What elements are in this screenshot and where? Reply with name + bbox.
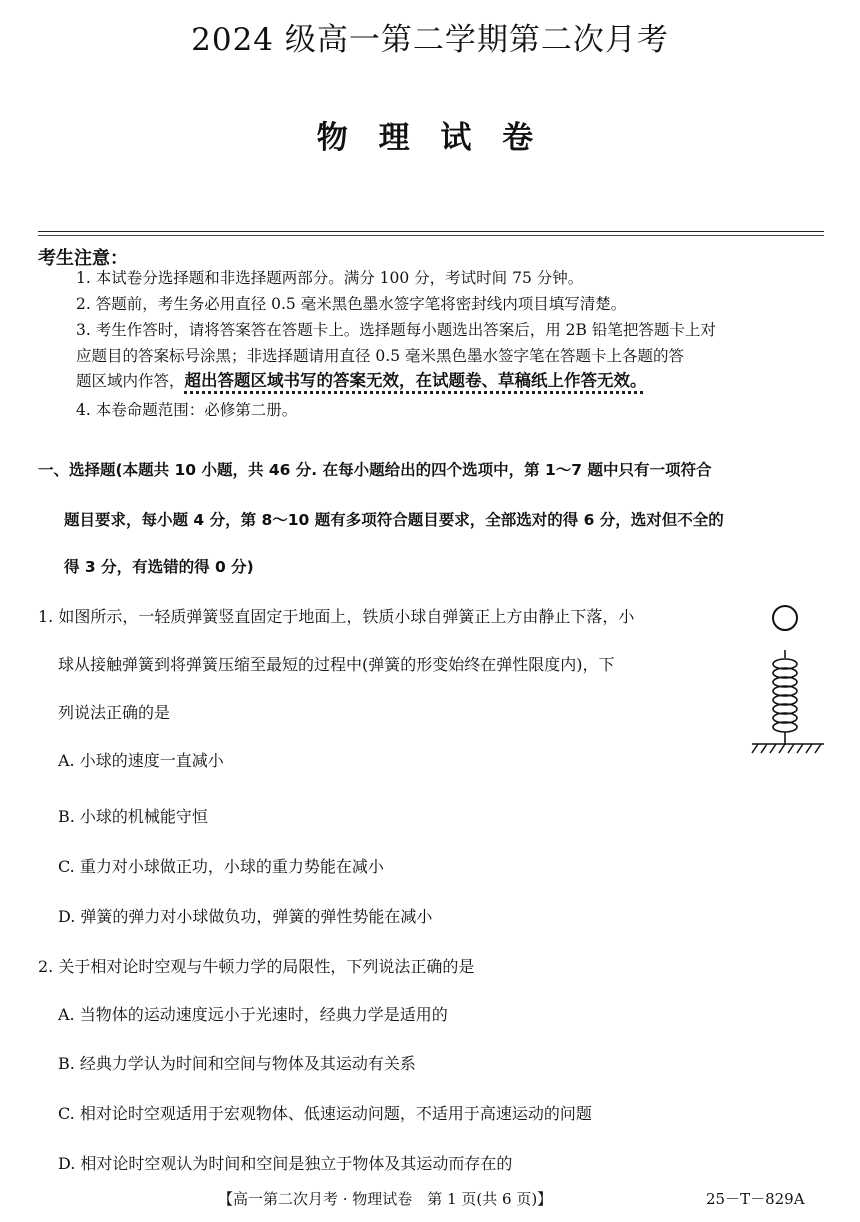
ball-shape	[773, 606, 797, 630]
exam-title: 2024 级高一第二学期第二次月考	[191, 22, 669, 58]
question-1-option-b: B. 小球的机械能守恒	[58, 807, 208, 826]
notice-item-3-tail: 题区域内作答，	[76, 372, 185, 390]
notice-item-3: 3. 考生作答时，请将答案答在答题卡上。选择题每小题选出答案后，用 2B 铅笔把答题卡上对	[76, 321, 716, 339]
question-2-stem: 2. 关于相对论时空观与牛顿力学的局限性，下列说法正确的是	[38, 957, 475, 976]
question-2-option-c: C. 相对论时空观适用于宏观物体、低速运动问题，不适用于高速运动的问题	[58, 1104, 592, 1123]
question-1-stem-line-3: 列说法正确的是	[58, 703, 171, 722]
section-heading: 一、选择题(本题共 10 小题，共 46 分. 在每小题给出的四个选项中，第 1～7 题中只有一项符合	[38, 461, 712, 479]
subject-title: 物 理 试 卷	[316, 120, 544, 156]
question-2-option-d: D. 相对论时空观认为时间和空间是独立于物体及其运动而存在的	[58, 1154, 513, 1173]
section-heading-line-2: 题目要求，每小题 4 分，第 8～10 题有多项符合题目要求，全部选对的得 6 分，选对但不全的	[64, 511, 724, 529]
question-1-stem-line-2: 球从接触弹簧到将弹簧压缩至最短的过程中(弹簧的形变始终在弹性限度内)，下	[58, 655, 615, 674]
question-1-stem: 1. 如图所示，一轻质弹簧竖直固定于地面上，铁质小球自弹簧正上方由静止下落，小	[38, 607, 635, 626]
notice-heading: 考生注意：	[38, 248, 128, 269]
notice-item-3-cont: 应题目的答案标号涂黑；非选择题请用直径 0.5 毫米黑色墨水签字笔在答题卡上各题的答	[76, 347, 685, 365]
question-1-option-a: A. 小球的速度一直减小	[58, 751, 224, 770]
section-heading-line-3: 得 3 分，有选错的得 0 分)	[64, 558, 254, 576]
notice-item-1: 1. 本试卷分选择题和非选择题两部分。满分 100 分，考试时间 75 分钟。	[76, 269, 584, 287]
spring-coil	[773, 650, 797, 744]
ground-hatch	[752, 744, 824, 753]
notice-emphasis: 超出答题区域书写的答案无效，在试题卷、草稿纸上作答无效。	[184, 371, 647, 390]
question-2-option-a: A. 当物体的运动速度远小于光速时，经典力学是适用的	[58, 1005, 448, 1024]
paper-code: 25－T－829A	[706, 1190, 805, 1208]
notice-item-4: 4. 本卷命题范围：必修第二册。	[76, 401, 298, 419]
question-1-option-c: C. 重力对小球做正功，小球的重力势能在减小	[58, 857, 384, 876]
page-footer: 【高一第二次月考 · 物理试卷 第 1 页(共 6 页)】	[218, 1190, 553, 1208]
question-2-option-b: B. 经典力学认为时间和空间与物体及其运动有关系	[58, 1054, 416, 1073]
divider-line	[38, 235, 824, 236]
notice-item-3-end	[76, 369, 647, 393]
question-1-option-d: D. 弹簧的弹力对小球做负功，弹簧的弹性势能在减小	[58, 907, 433, 926]
notice-item-2: 2. 答题前，考生务必用直径 0.5 毫米黑色墨水签字笔将密封线内项目填写清楚。	[76, 295, 627, 313]
divider-line	[38, 231, 824, 232]
spring-ball-figure	[748, 598, 826, 758]
